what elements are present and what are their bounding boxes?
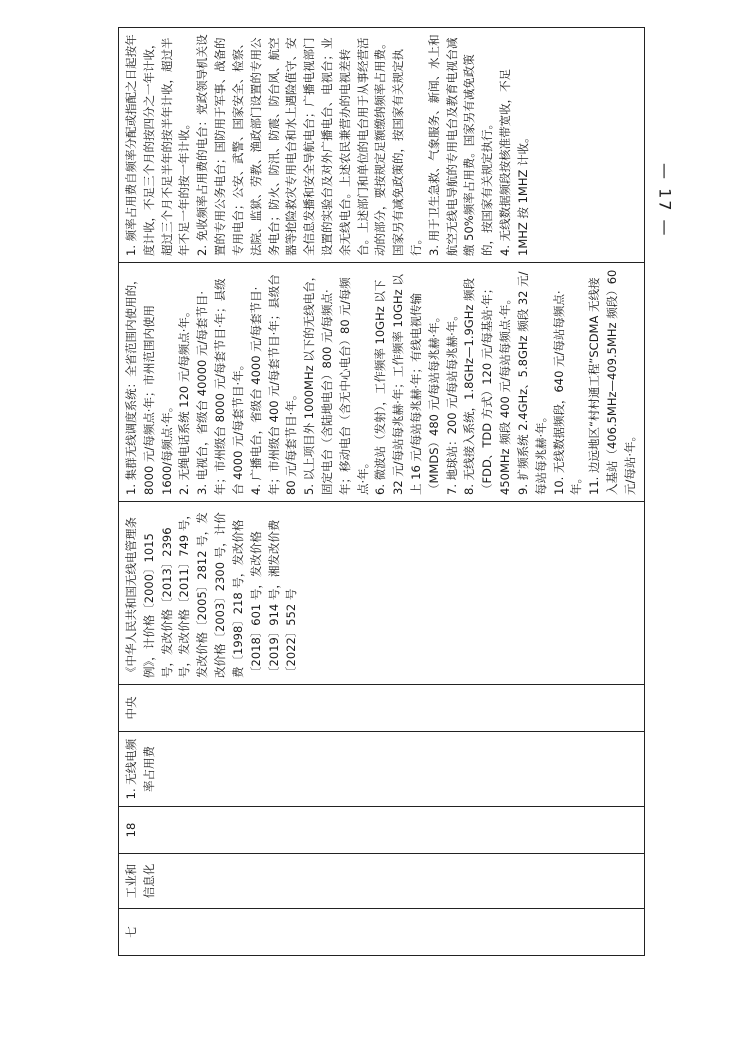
note-line: 4. 无线数据频段按核准带宽收，不足 1MHZ 按 1MHZ 计收。 xyxy=(498,68,530,256)
category-number-cell: 七 xyxy=(119,909,645,956)
fee-item-cell: 1. 无线电频率占用费 xyxy=(119,732,645,807)
standard-line: 4. 广播电台，省级台 4000 元/每套节目·年；市州级台 400 元/每套节目·年；县级台 80 元/每套节目·年。 xyxy=(248,274,299,495)
note-line: 3. 用于卫生急救、气象服务、新闻、水上和航空无线电导航的专用电台及教育电视台减缴 50%频率占用费。国家另有减免政策的，按国家有关规定执行。 xyxy=(426,34,495,256)
note-line: 1. 频率占用费自频率分配或指配之日起按年度计收，不足三个月的按四分之一年计收，超过三个月不足半年的按半年计收，超过半年不足一年的按一年计收。 xyxy=(124,34,192,256)
row-number-cell: 18 xyxy=(119,807,645,854)
standard-line: 9. 扩频系统 2.4GHz、5.8GHz 频段 32 元/每站每兆赫·年。 xyxy=(515,271,548,495)
standard-line: 8. 无线接入系统，1.8GHz—1.9GHz 频段（FDD、TDD 方式）120 元/每基站·年；450MHz 频段 400 元/每站每频点·年。 xyxy=(462,277,513,495)
rotated-table-wrapper xyxy=(118,34,637,956)
standard-line: 1. 集群无线调度系统：全省范围内使用的，8000 元/每频点·年；市州范围内使用 1600/每频点·年。 xyxy=(124,273,174,495)
standard-line: 6. 微波站（发射），工作频率 10GHz 以下 32 元/每站每兆赫·年；工作频率 10GHz 以上 16 元/每站每兆赫·年；有线电视传输（MMDS）480 元/每站每兆赫·年。 xyxy=(373,274,441,495)
notes-cell xyxy=(119,28,645,263)
department-cell: 工业和信息化 xyxy=(119,854,645,909)
note-line: 2. 免收频率占用费的电台：党政领导机关设置的专用公务电台；国防用于军事、战备的专用电台；公安、武警、国家安全、检察、法院、监狱、劳教、渔政部门设置的专用公务电台；防火、防汛、防震、防台风、航空器等抢险救灾专用电台和水上遇险值守、安全信息发播和安全导航电台；广播电视部门设置的实验台及对外广播电台、电视台；业余无线电台。上述农民兼营办的电视差转台。上述部门和单位的电台用于从事经营活动的部分，要按规定足额缴纳频率占用费。国家另有减免政策的，按国家有关规定执行。 xyxy=(195,34,423,256)
standard-line: 2. 无绳电话系统 120 元/每频点·年。 xyxy=(177,305,192,495)
table-row xyxy=(119,28,645,956)
standard-line: 10. 无线数据频段，640 元/每站每频点·年。 xyxy=(551,290,584,495)
page-number: — 17 — xyxy=(655,162,675,238)
standard-line: 7. 地球站：200 元/每站每兆赫·年。 xyxy=(444,309,459,495)
standard-line: 11. 边远地区“村村通工程”SCDMA 无线接入基站（406.5MHz—409.5MHz 频段）60 元/每站·年。 xyxy=(587,269,637,495)
standard-line: 5. 以上项目外 1000MHz 以下的无线电台，固定电台（含陆地电台）800 元/每频点·年；移动电台（含无中心电台）80 元/每频点·年。 xyxy=(302,269,370,495)
policy-basis-cell: 《中华人民共和国无线电管理条例》，计价格〔2000〕1015 号，发改价格〔2013〕2396 号，发改价格〔2011〕749 号，发改价格〔2005〕2812 号，发改价格〔2003〕2300 号，计价费〔1998〕218 号，发改价格〔2018〕601 号，发改价格〔2019〕914 号，湘发改价费〔2022〕552 号 xyxy=(119,502,645,685)
fee-table xyxy=(118,27,645,956)
standard-line: 3. 电视台，省级台 40000 元/每套节目·年；市州级台 8000 元/每套节目·年；县级台 4000 元/每套节目·年。 xyxy=(195,278,245,495)
approval-level-cell: 中央 xyxy=(119,685,645,732)
fee-standards-cell xyxy=(119,263,645,502)
